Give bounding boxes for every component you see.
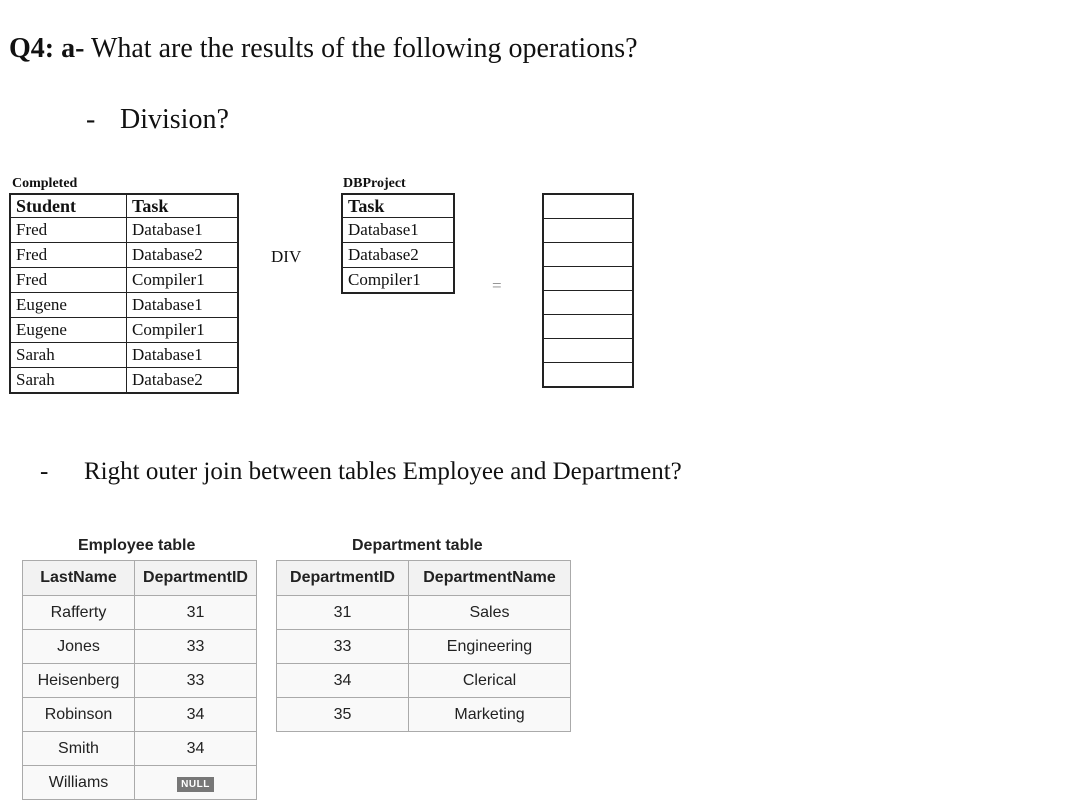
table-cell: Eugene [10, 293, 127, 318]
result-row [543, 291, 633, 315]
completed-header-row [10, 194, 238, 218]
table-cell: Eugene [10, 318, 127, 343]
div-operator: DIV [271, 247, 302, 266]
dbproject-row [342, 268, 454, 294]
department-header-row [277, 561, 571, 596]
dbproject-caption: DBProject [343, 176, 406, 191]
completed-row [10, 293, 238, 318]
table-cell: 35 [277, 698, 409, 732]
table-cell: Clerical [409, 664, 571, 698]
result-row [543, 339, 633, 363]
empty-result-cell [543, 194, 633, 219]
completed-row [10, 218, 238, 243]
table-cell: Rafferty [23, 596, 135, 630]
empty-result-cell [543, 267, 633, 291]
empty-result-cell [543, 315, 633, 339]
outer-join-heading [40, 458, 682, 486]
bullet-dash: - [86, 104, 96, 135]
employee-caption: Employee table [78, 537, 196, 554]
completed-table [9, 193, 239, 394]
table-cell: Fred [10, 218, 127, 243]
dbproject-header-row [342, 194, 454, 218]
question-part: a- [61, 33, 85, 64]
department-row [277, 664, 571, 698]
question-number: Q4: [9, 33, 55, 64]
completed-row [10, 243, 238, 268]
table-cell: Compiler1 [127, 268, 239, 293]
table-cell: Sarah [10, 368, 127, 394]
table-cell: 31 [277, 596, 409, 630]
table-cell: Smith [23, 732, 135, 766]
column-header: Task [342, 194, 454, 218]
completed-row [10, 318, 238, 343]
dbproject-row [342, 243, 454, 268]
department-caption: Department table [352, 537, 483, 554]
empty-result-cell [543, 291, 633, 315]
completed-row [10, 268, 238, 293]
empty-result-cell [543, 339, 633, 363]
completed-caption: Completed [12, 176, 78, 191]
division-heading [86, 104, 229, 136]
table-cell: Heisenberg [23, 664, 135, 698]
employee-row [23, 596, 257, 630]
table-cell: Database2 [127, 243, 239, 268]
employee-header-row [23, 561, 257, 596]
outer-join-label: Right outer join between tables Employee and Department? [84, 458, 682, 485]
empty-result-cell [543, 219, 633, 243]
table-cell: 34 [135, 732, 257, 766]
table-cell: Database2 [127, 368, 239, 394]
empty-result-cell [543, 363, 633, 388]
employee-row [23, 732, 257, 766]
result-row [543, 243, 633, 267]
completed-row [10, 368, 238, 394]
table-cell [135, 766, 257, 800]
table-cell: 33 [135, 630, 257, 664]
table-cell: 31 [135, 596, 257, 630]
division-result-table [542, 193, 634, 388]
question-text: What are the results of the following operations? [90, 33, 638, 64]
employee-row [23, 698, 257, 732]
employee-row [23, 630, 257, 664]
table-cell: Sales [409, 596, 571, 630]
result-row [543, 219, 633, 243]
table-cell: Williams [23, 766, 135, 800]
table-cell: Database1 [127, 293, 239, 318]
table-cell: Compiler1 [342, 268, 454, 294]
result-row [543, 363, 633, 388]
table-cell: Fred [10, 268, 127, 293]
result-row [543, 315, 633, 339]
table-cell: Robinson [23, 698, 135, 732]
table-cell: Database2 [342, 243, 454, 268]
table-cell: 34 [135, 698, 257, 732]
employee-row [23, 664, 257, 698]
completed-row [10, 343, 238, 368]
table-cell: Database1 [127, 343, 239, 368]
equals-sign: = [492, 276, 502, 295]
question-title [9, 33, 638, 65]
employee-table [22, 560, 257, 800]
table-cell: Database1 [342, 218, 454, 243]
column-header: LastName [23, 561, 135, 596]
column-header: DepartmentName [409, 561, 571, 596]
column-header: Student [10, 194, 127, 218]
department-row [277, 630, 571, 664]
result-row [543, 194, 633, 219]
table-cell: Sarah [10, 343, 127, 368]
column-header: DepartmentID [135, 561, 257, 596]
division-label: Division? [120, 104, 229, 135]
department-row [277, 596, 571, 630]
table-cell: Engineering [409, 630, 571, 664]
employee-row [23, 766, 257, 800]
department-table [276, 560, 571, 732]
bullet-dash: - [40, 458, 49, 485]
table-cell: Fred [10, 243, 127, 268]
dbproject-table [341, 193, 455, 294]
table-cell: Compiler1 [127, 318, 239, 343]
result-row [543, 267, 633, 291]
department-row [277, 698, 571, 732]
table-cell: Database1 [127, 218, 239, 243]
null-badge: NULL [177, 777, 214, 792]
table-cell: Marketing [409, 698, 571, 732]
table-cell: 33 [135, 664, 257, 698]
table-cell: 33 [277, 630, 409, 664]
column-header: Task [127, 194, 239, 218]
table-cell: 34 [277, 664, 409, 698]
column-header: DepartmentID [277, 561, 409, 596]
empty-result-cell [543, 243, 633, 267]
table-cell: Jones [23, 630, 135, 664]
dbproject-row [342, 218, 454, 243]
